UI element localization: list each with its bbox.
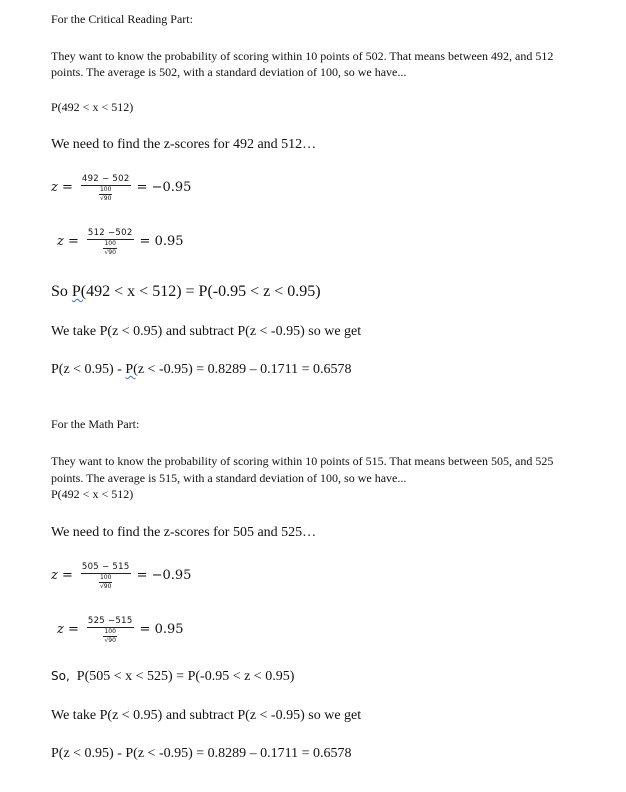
math-so-statement: So, P(505 < x < 525) = P(-0.95 < z < 0.95) <box>51 669 295 684</box>
fraction <box>81 174 131 202</box>
fraction <box>87 228 134 256</box>
reading-z-equation-2 <box>57 228 184 256</box>
denominator-top: 100 <box>99 186 112 193</box>
fraction-numerator: 512 −502 <box>87 228 133 238</box>
z-label: z = <box>57 234 79 250</box>
denominator-sqrt: √90 <box>104 248 116 256</box>
z-label: z = <box>51 568 73 584</box>
denominator-top: 100 <box>99 574 112 581</box>
z-label: z = <box>57 622 79 638</box>
math-find-z: We need to find the z-scores for 505 and 525… <box>51 525 317 540</box>
math-heading: For the Math Part: <box>51 417 140 431</box>
math-intro-line-1: They want to know the probability of scoring within 10 points of 515. That means between 505, and 525 <box>51 454 554 468</box>
math-intro-line-2: points. The average is 515, with a standard deviation of 100, so we have... <box>51 471 407 485</box>
z-result: = 0.95 <box>139 622 184 638</box>
denominator-sqrt: √90 <box>104 636 116 644</box>
reading-so-statement: So P(492 < x < 512) = P(-0.95 < z < 0.95) <box>51 283 321 300</box>
fraction-denominator <box>99 575 112 590</box>
denominator-sqrt: √90 <box>99 194 112 202</box>
z-result: = 0.95 <box>139 234 184 250</box>
fraction <box>87 616 134 644</box>
reading-intro-line-2: points. The average is 502, with a standard deviation of 100, so we have... <box>51 65 407 79</box>
denominator-top: 100 <box>104 240 116 247</box>
math-take-statement: We take P(z < 0.95) and subtract P(z < -0.95) so we get <box>51 708 362 723</box>
math-z-equation-2 <box>57 616 184 644</box>
math-final-result: P(z < 0.95) - P(z < -0.95) = 0.8289 – 0.1711 = 0.6578 <box>51 746 352 761</box>
reading-intro-line-1: They want to know the probability of scoring within 10 points of 502. That means between 492, and 512 <box>51 49 554 63</box>
reading-take-statement: We take P(z < 0.95) and subtract P(z < -0.95) so we get <box>51 324 362 339</box>
fraction-denominator <box>103 241 116 256</box>
denominator-sqrt: √90 <box>99 582 112 590</box>
fraction-numerator: 525 −515 <box>87 616 133 626</box>
reading-final-result: P(z < 0.95) - P(z < -0.95) = 0.8289 – 0.1711 = 0.6578 <box>51 362 352 377</box>
math-z-equation-1 <box>51 562 191 590</box>
z-result: = −0.95 <box>136 180 192 196</box>
fraction-numerator: 492 − 502 <box>81 174 130 184</box>
fraction-denominator <box>99 187 112 202</box>
reading-z-equation-1 <box>51 174 191 202</box>
fraction <box>81 562 131 590</box>
reading-find-z: We need to find the z-scores for 492 and 512… <box>51 137 317 152</box>
z-label: z = <box>51 180 73 196</box>
denominator-top: 100 <box>104 628 116 635</box>
math-probability: P(492 < x < 512) <box>51 487 134 501</box>
fraction-denominator <box>103 629 116 644</box>
reading-probability: P(492 < x < 512) <box>51 100 134 114</box>
reading-heading: For the Critical Reading Part: <box>51 12 193 26</box>
z-result: = −0.95 <box>136 568 192 584</box>
fraction-numerator: 505 − 515 <box>81 562 130 572</box>
